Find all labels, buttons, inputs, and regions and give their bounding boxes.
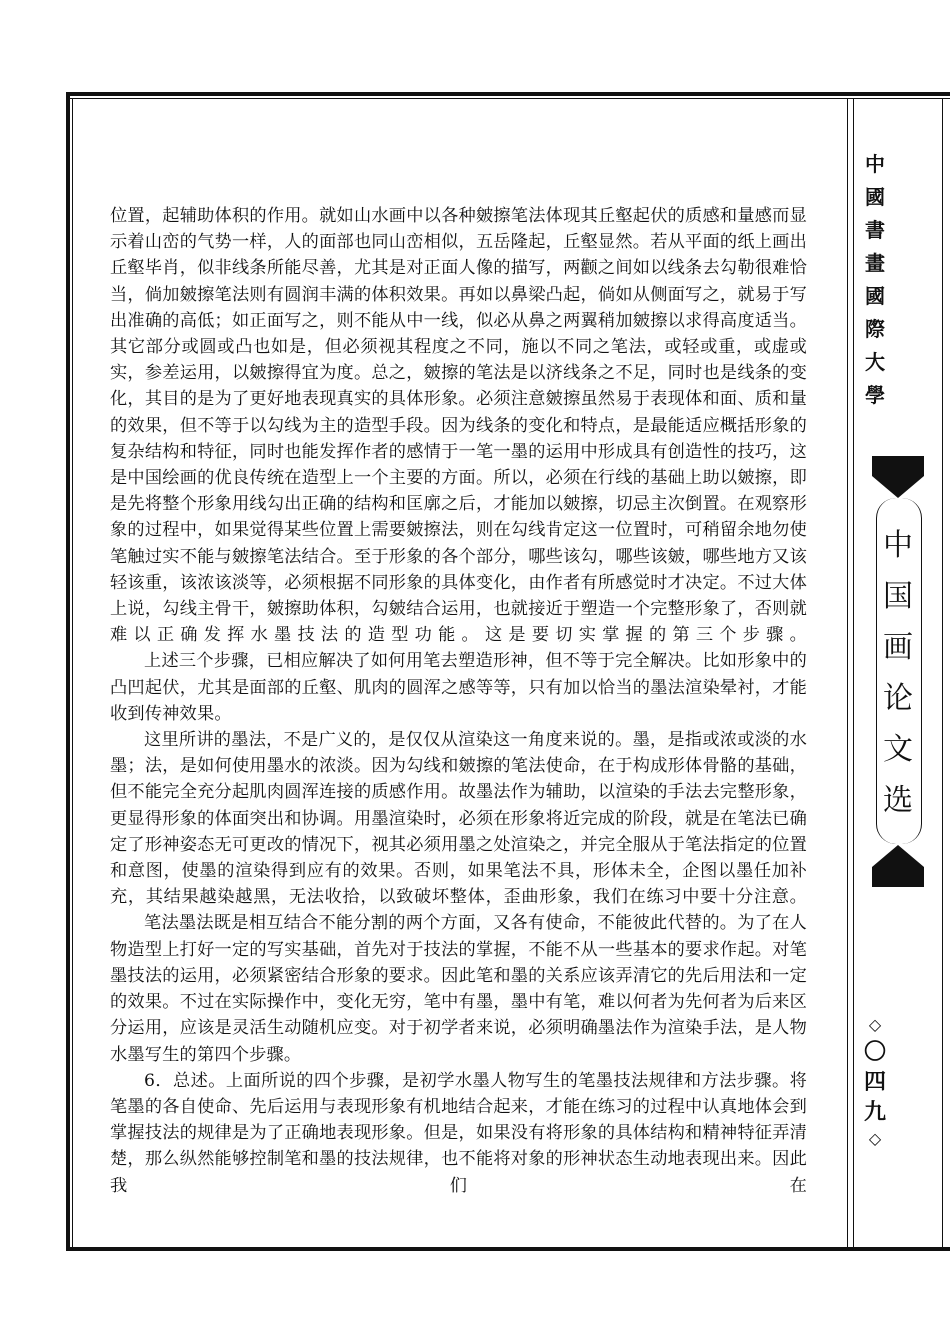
book-title-char: 画	[883, 630, 913, 665]
sidebar-divider-right	[942, 98, 943, 1247]
diamond-icon: ◇	[868, 1015, 882, 1034]
book-title-char: 中	[883, 528, 913, 563]
paragraph-5: 6．总述。上面所说的四个步骤，是初学水墨人物写生的笔墨技法规律和方法步骤。将笔墨的各自使命、先后运用与表现形象有机地结合起来，才能在练习的过程中认真地体会到掌握技法的规律是为了正确地表现形象。但是，如果没有将形象的具体结构和精神特征弄清楚，那么纵然能够控制笔和墨的技法规律，也不能将对象的形神状态生动地表现出来。因此我们在	[110, 1070, 807, 1196]
university-char: 際	[865, 317, 885, 341]
university-char: 畫	[865, 251, 885, 275]
page-frame-top	[66, 92, 950, 96]
book-title-char: 国	[883, 579, 913, 614]
page-frame-left	[66, 92, 70, 1251]
title-ornament-band-bottom	[872, 879, 924, 887]
sidebar-divider-left-inner	[853, 98, 854, 1247]
title-ornament-band-top	[872, 456, 924, 464]
paragraph-1: 位置，起辅助体积的作用。就如山水画中以各种皴擦笔法体现其丘壑起伏的质感和量感而显示着山峦的气势一样，人的面部也同山峦相似，五岳隆起，丘壑显然。若从平面的纸上画出丘壑毕肖，似非线条所能尽善，尤其是对正面人像的描写，两颧之间如以线条去勾勒很难恰当，倘加皴擦笔法则有圆润丰满的体积效果。再如以鼻梁凸起，倘如从侧面写之，就易于写出准确的高低；如正面写之，则不能从中一线，似必从鼻之两翼稍加皴擦以求得高度适当。其它部分或圆或凸也如是，但必须视其程度之不同，施以不同之笔法，或轻或重，或虚或实，参差运用，以皴擦得宜为度。总之，皴擦的笔法是以济线条之不足，同时也是线条的变化，其目的是为了更好地表现真实的具体形象。必须注意皴擦虽然易于表现体和面、质和量的效果，但不等于以勾线为主的造型手段。因为线条的变化和特点，是最能适应概括形象的复杂结构和特征，同时也能发挥作者的感情于一笔一墨的运用中形成具有创造性的技巧，这是中国绘画的优良传统在造型上一个主要的方面。所以，必须在行线的基础上助以皴擦，即是先将整个形象用线勾出正确的结构和匡廓之后，才能加以皴擦，切忌主次倒置。在观察形象的过程中，如果觉得某些位置上需要皴擦法，则在勾线肯定这一位置时，可稍留余地勿使笔触过实不能与皴擦笔法结合。至于形象的各个部分，哪些该勾，哪些该皴，哪些地方又该轻该重，该浓该淡等，必须根据不同形象的具体变化，由作者有所感觉时才决定。不过大体上说，勾线主骨干，皴擦助体积，勾皴结合运用，也就接近于塑造一个完整形象了，否则就难以正确发挥水墨技法的造型功能。这是要切实掌握的第三个步骤。	[110, 206, 807, 646]
title-ornament-arrow-bottom	[872, 843, 924, 879]
university-char: 學	[865, 383, 885, 407]
university-char: 國	[865, 284, 885, 308]
page-frame-bottom	[66, 1247, 950, 1251]
page-number-digit: 九	[863, 1099, 886, 1125]
article-body	[110, 203, 807, 1199]
title-ornament-arrow-top	[872, 464, 924, 500]
page-number-digit: 〇	[863, 1039, 886, 1065]
page-frame-top-inner	[66, 98, 950, 99]
book-title-char: 选	[883, 783, 913, 818]
diamond-icon: ◇	[868, 1129, 882, 1148]
university-char: 國	[865, 185, 885, 209]
book-title-char: 论	[883, 681, 913, 716]
page-frame-left-inner	[72, 98, 73, 1247]
paragraph-4: 笔法墨法既是相互结合不能分割的两个方面，又各有使命，不能彼此代替的。为了在人物造型上打好一定的写实基础，首先对于技法的掌握，不能不从一些基本的要求作起。对笔墨技法的运用，必须紧密结合形象的要求。因此笔和墨的关系应该弄清它的先后用法和一定的效果。不过在实际操作中，变化无穷，笔中有墨，墨中有笔，难以何者为先何者为后来区分运用，应该是灵活生动随机应变。对于初学者来说，必须明确墨法作为渲染手法，是人物水墨写生的第四个步骤。	[110, 913, 807, 1065]
sidebar-book-title	[876, 520, 920, 826]
university-char: 中	[865, 152, 885, 176]
page-number-digit: 四	[863, 1069, 886, 1095]
paragraph-2: 上述三个步骤，已相应解决了如何用笔去塑造形神，但不等于完全解决。比如形象中的凸凹起伏，尤其是面部的丘壑、肌肉的圆浑之感等等，只有加以恰当的墨法渲染晕衬，才能收到传神效果。	[110, 651, 807, 724]
sidebar-university-name	[858, 148, 892, 412]
university-char: 大	[865, 350, 885, 374]
paragraph-3: 这里所讲的墨法，不是广义的，是仅仅从渲染这一角度来说的。墨，是指或浓或淡的水墨；法，是如何使用墨水的浓淡。因为勾线和皴擦的笔法使命，在于构成形体骨骼的基础，但不能完全充分起肌肉圆浑连接的质感作用。故墨法作为辅助，以渲染的手法去完整形象，更显得形象的体面突出和协调。用墨渲染时，必须在形象将近完成的阶段，就是在笔法已确定了形神姿态无可更改的情况下，视其必须用墨之处渲染之，并完全服从于笔法指定的位置和意图，使墨的渲染得到应有的效果。否则，如果笔法不具，形体未全，企图以墨任加补充，其结果越染越黑，无法收拾，以致破坏整体，歪曲形象，我们在练习中要十分注意。	[110, 730, 807, 908]
book-title-char: 文	[883, 732, 913, 767]
sidebar-divider-left	[847, 98, 848, 1247]
university-char: 書	[865, 218, 885, 242]
page-number	[858, 1013, 892, 1151]
